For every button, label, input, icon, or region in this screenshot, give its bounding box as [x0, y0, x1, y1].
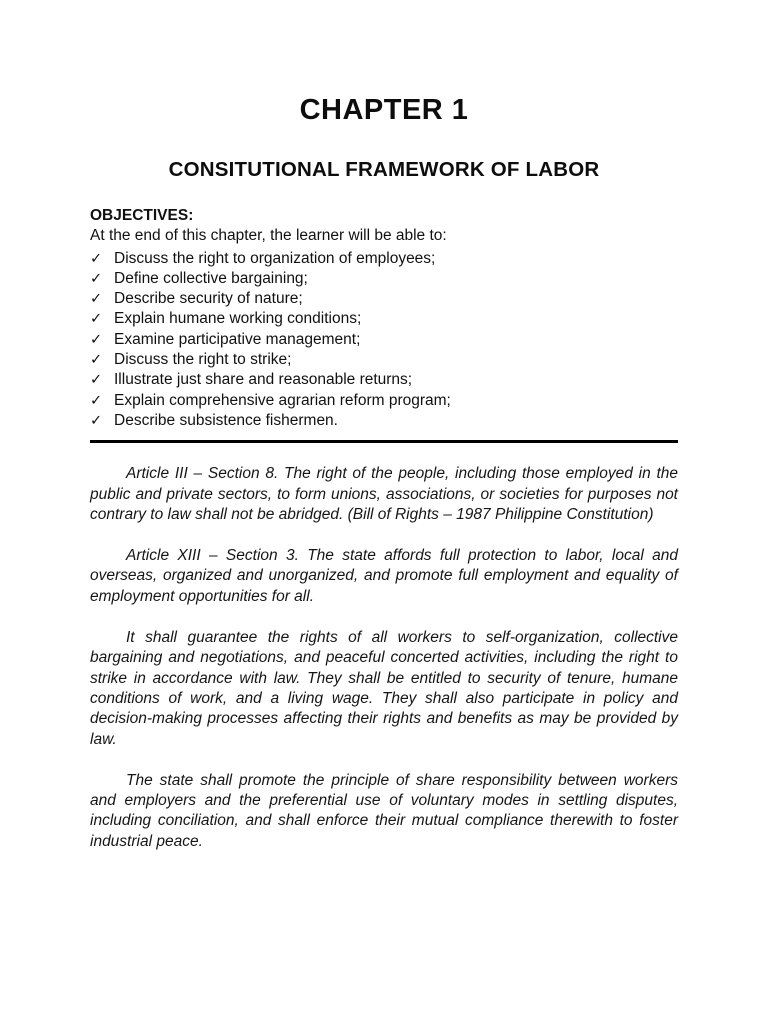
objective-item: [90, 269, 678, 289]
objective-text: Discuss the right to organization of employees;: [114, 249, 436, 267]
constitution-paragraph: It shall guarantee the rights of all workers to self-organization, collective bargaining and negotiations, and peaceful concerted activities, including the right to strike in accordance with law. They shall be entitled to security of tenure, humane conditions of work, and a living wage. They shall also participate in policy and decision-making processes affecting their rights and benefits as may be provided by law.: [90, 629, 678, 748]
objective-text: Explain comprehensive agrarian reform program;: [114, 391, 451, 409]
objective-text: Illustrate just share and reasonable returns;: [114, 371, 413, 389]
checkmark-icon: ✓: [90, 352, 103, 369]
objective-item: [90, 289, 678, 309]
objective-text: Define collective bargaining;: [114, 269, 308, 287]
objective-item: [90, 391, 678, 411]
objective-text: Describe subsistence fishermen.: [114, 411, 338, 429]
objective-item: [90, 370, 678, 390]
section-divider: [90, 440, 678, 443]
objective-text: Discuss the right to strike;: [114, 351, 292, 369]
chapter-title: CHAPTER 1: [299, 94, 469, 126]
objective-item: [90, 330, 678, 350]
checkmark-icon: ✓: [90, 392, 103, 409]
page-content: [90, 206, 678, 852]
objectives-list: [90, 249, 678, 432]
objective-item: [90, 309, 678, 329]
objective-text: Describe security of nature;: [114, 290, 303, 308]
constitution-paragraph: The state shall promote the principle of share responsibility between workers and employers and the preferential use of voluntary modes in settling disputes, including conciliation, and shall enforce their mutual compliance therewith to foster industrial peace.: [90, 771, 678, 850]
constitution-paragraph: Article XIII – Section 3. The state affords full protection to labor, local and overseas, organized and unorganized, and promote full employment and equality of employment opportunities for all.: [90, 547, 678, 605]
checkmark-icon: ✓: [90, 291, 103, 308]
objective-item: [90, 249, 678, 269]
checkmark-icon: ✓: [90, 250, 103, 267]
checkmark-icon: ✓: [90, 270, 103, 287]
objectives-heading: OBJECTIVES:: [90, 207, 194, 224]
checkmark-icon: ✓: [90, 331, 103, 348]
objective-text: Explain humane working conditions;: [114, 310, 362, 328]
objective-item: [90, 350, 678, 370]
checkmark-icon: ✓: [90, 311, 103, 328]
checkmark-icon: ✓: [90, 412, 103, 429]
checkmark-icon: ✓: [90, 372, 103, 389]
objective-item: [90, 411, 678, 431]
objective-text: Examine participative management;: [114, 330, 361, 348]
constitution-paragraph: Article III – Section 8. The right of the people, including those employed in the public and private sectors, to form unions, associations, or societies for purposes not contrary to law shall not be abridged. (Bill of Rights – 1987 Philippine Constitution): [90, 465, 678, 523]
chapter-subtitle: CONSITUTIONAL FRAMEWORK OF LABOR: [168, 158, 600, 181]
objectives-intro: At the end of this chapter, the learner will be able to:: [90, 227, 447, 245]
